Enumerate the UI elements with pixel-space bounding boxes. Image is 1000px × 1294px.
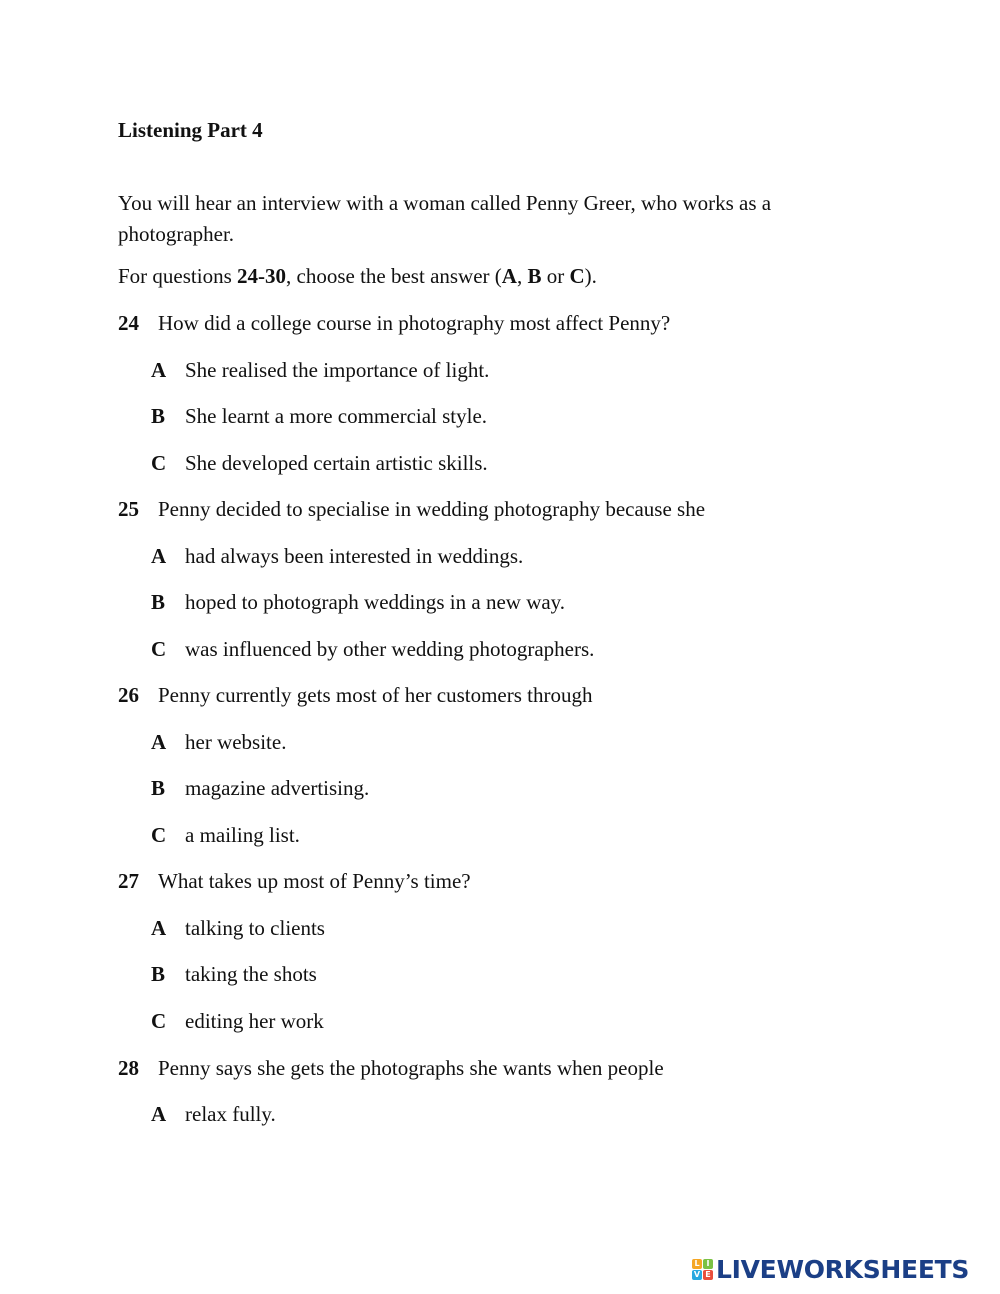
option-text: talking to clients	[185, 916, 325, 940]
option-26-a[interactable]	[151, 730, 286, 755]
option-24-a[interactable]	[151, 358, 489, 383]
option-27-a[interactable]	[151, 916, 325, 941]
option-letter: C	[151, 823, 167, 847]
option-letter: C	[151, 451, 167, 475]
logo-tile-v: V	[693, 1269, 701, 1279]
question-28	[118, 1056, 664, 1081]
question-number: 27	[118, 869, 139, 893]
question-26	[118, 683, 593, 708]
question-24	[118, 311, 670, 336]
option-26-b[interactable]	[151, 776, 369, 801]
question-text: Penny decided to specialise in wedding photography because she	[158, 497, 706, 521]
logo-text: LIVEWORKSHEETS	[716, 1254, 970, 1284]
option-25-a[interactable]	[151, 544, 523, 569]
question-25	[118, 497, 705, 522]
option-text: hoped to photograph weddings in a new way.	[185, 590, 566, 614]
option-25-c[interactable]	[151, 637, 594, 662]
option-text: editing her work	[185, 1009, 324, 1033]
question-number: 28	[118, 1056, 139, 1080]
logo-tile-i: I	[703, 1259, 713, 1269]
option-text: She learnt a more commercial style.	[185, 404, 488, 428]
question-number: 24	[118, 311, 139, 335]
option-24-b[interactable]	[151, 404, 487, 429]
instructions-sep1: ,	[516, 264, 528, 288]
intro-text: You will hear an interview with a woman called Penny Greer, who works as a photographer.	[118, 191, 772, 246]
instructions	[118, 264, 597, 289]
option-text: taking the shots	[185, 962, 317, 986]
logo-tile-e: E	[703, 1270, 713, 1280]
option-letter: B	[151, 590, 166, 614]
option-28-a[interactable]	[151, 1102, 276, 1127]
option-text: was influenced by other wedding photographers.	[185, 637, 595, 661]
page-title: Listening Part 4	[118, 118, 263, 142]
option-text: had always been interested in weddings.	[185, 544, 524, 568]
option-letter: C	[151, 1009, 167, 1033]
question-text: Penny says she gets the photographs she wants when people	[158, 1056, 664, 1080]
option-25-b[interactable]	[151, 590, 565, 615]
question-text: How did a college course in photography most affect Penny?	[158, 311, 671, 335]
option-27-c[interactable]	[151, 1009, 324, 1034]
option-letter: C	[151, 637, 167, 661]
liveworksheets-logo-icon	[692, 1259, 713, 1280]
instructions-range: 24-30	[237, 264, 287, 288]
instructions-middle: , choose the best answer (	[286, 264, 502, 288]
option-26-c[interactable]	[151, 823, 300, 848]
option-letter: A	[151, 544, 167, 568]
question-text: Penny currently gets most of her customers through	[158, 683, 593, 707]
logo-tile-l: L	[692, 1259, 702, 1269]
option-letter: B	[151, 962, 166, 986]
option-letter: B	[151, 404, 166, 428]
instructions-letter-a: A	[501, 264, 517, 288]
option-text: She developed certain artistic skills.	[185, 451, 488, 475]
option-24-c[interactable]	[151, 451, 488, 476]
liveworksheets-logo[interactable]	[692, 1254, 969, 1284]
instructions-sep2: or	[541, 264, 570, 288]
question-27	[118, 869, 471, 894]
option-letter: B	[151, 776, 166, 800]
option-letter: A	[151, 358, 167, 382]
option-letter: A	[151, 1102, 167, 1126]
option-text: relax fully.	[185, 1102, 276, 1126]
instructions-letter-c: C	[569, 264, 585, 288]
question-number: 26	[118, 683, 139, 707]
instructions-letter-b: B	[527, 264, 542, 288]
option-text: magazine advertising.	[185, 776, 370, 800]
instructions-suffix: ).	[584, 264, 597, 288]
option-letter: A	[151, 730, 167, 754]
option-text: a mailing list.	[185, 823, 300, 847]
question-number: 25	[118, 497, 139, 521]
option-27-b[interactable]	[151, 962, 317, 987]
option-text: her website.	[185, 730, 287, 754]
option-text: She realised the importance of light.	[185, 358, 490, 382]
question-text: What takes up most of Penny’s time?	[158, 869, 471, 893]
instructions-prefix: For questions	[118, 264, 238, 288]
option-letter: A	[151, 916, 167, 940]
